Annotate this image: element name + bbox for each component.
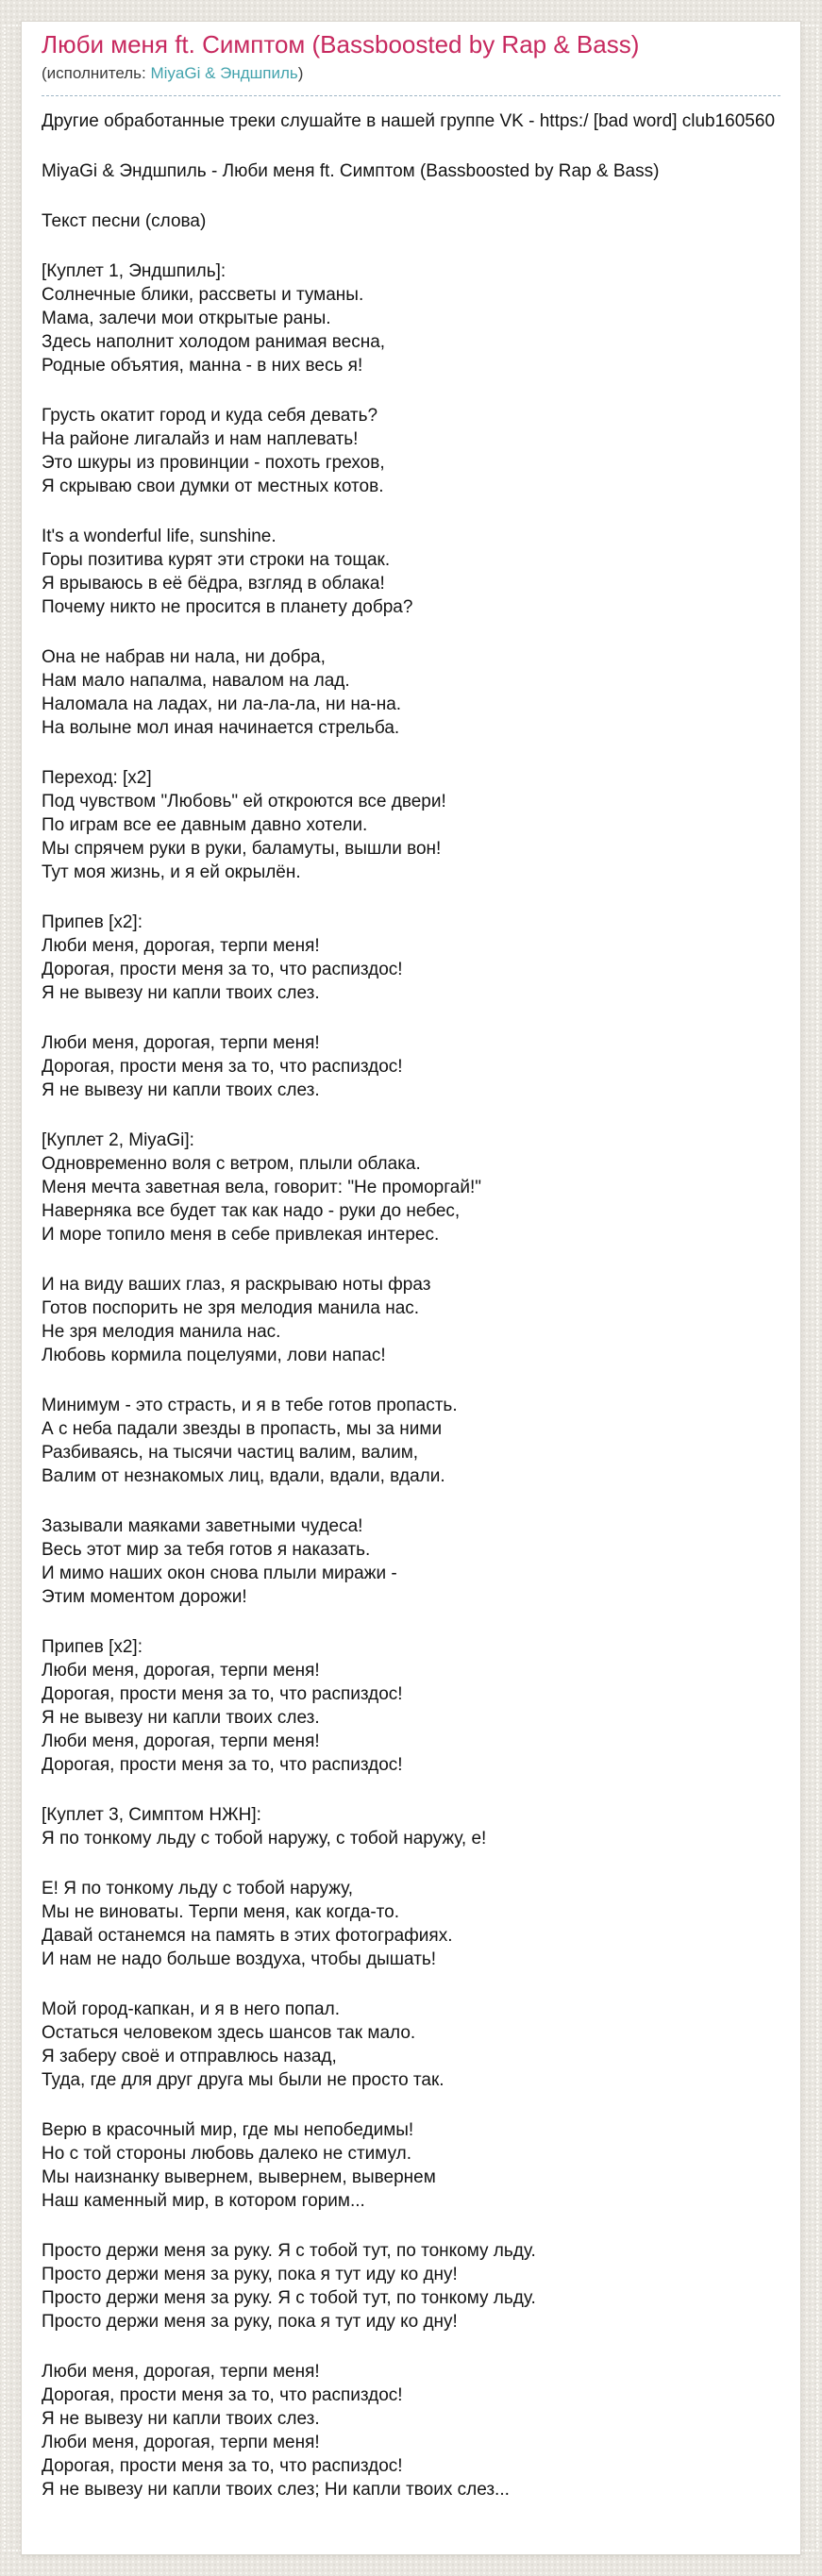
stanza: Текст песни (слова) xyxy=(42,211,207,231)
song-header xyxy=(42,29,780,96)
page-title: Люби меня ft. Симптом (Bassboosted by Rap & Bass) xyxy=(42,30,640,59)
vk-promo-note: Другие обработанные треки слушайте в нашей группе VK - https:/ [bad word] club160560 xyxy=(42,111,776,131)
stanza: Зазывали маяками заветными чудеса! Весь этот мир за тебя готов я наказать. И мимо наших окон снова плыли миражи - Этим моментом дорожи! xyxy=(42,1516,397,1607)
song-body xyxy=(42,109,780,2501)
stanza: Припев [x2]: Люби меня, дорогая, терпи меня! Дорогая, прости меня за то, что распиздос! Я не вывезу ни капли твоих слез. xyxy=(42,912,403,1003)
stanza: Люби меня, дорогая, терпи меня! Дорогая, прости меня за то, что распиздос! Я не вывезу ни капли твоих слез. xyxy=(42,1033,403,1100)
stanza: Мой город-капкан, и я в него попал. Остаться человеком здесь шансов так мало. Я заберу своё и отправлюсь назад, Туда, где для друг друга мы были не просто так. xyxy=(42,1999,445,2090)
stanza: Просто держи меня за руку. Я с тобой тут, по тонкому льду. Просто держи меня за руку, пока я тут иду ко дну! Просто держи меня за руку. Я с тобой тут, по тонкому льду. Просто держи меня за руку, пока я тут иду ко дну! xyxy=(42,2241,536,2332)
lyrics-text xyxy=(42,159,780,2501)
stanza: Люби меня, дорогая, терпи меня! Дорогая, прости меня за то, что распиздос! Я не вывезу ни капли твоих слез. Люби меня, дорогая, терпи меня! Дорогая, прости меня за то, что распиздос! Я не вывезу ни капли твоих слез; Ни капли твоих слез... xyxy=(42,2362,510,2500)
stanza: Она не набрав ни нала, ни добра, Нам мало напалма, навалом на лад. Наломала на ладах, ни ла-ла-ла, ни на-на. На волыне мол иная начинается стрельба. xyxy=(42,647,402,738)
stanza: [Куплет 1, Эндшпиль]: Солнечные блики, рассветы и туманы. Мама, залечи мои открытые раны. Здесь наполнит холодом ранимая весна, Родные объятия, манна - в них весь я! xyxy=(42,261,386,376)
artist-link[interactable]: MiyaGi & Эндшпиль xyxy=(150,64,298,82)
stanza: It's a wonderful life, sunshine. Горы позитива курят эти строки на тощак. Я врываюсь в её бёдра, взгляд в облака! Почему никто не просится в планету добра? xyxy=(42,527,413,617)
stanza: [Куплет 2, MiyaGi]: Одновременно воля с ветром, плыли облака. Меня мечта заветная вела, говорит: "Не проморгай!" Наверняка все будет так как надо - руки до небес, И море топило меня в себе привлекая интерес. xyxy=(42,1130,481,1245)
stanza: MiyaGi & Эндшпиль - Люби меня ft. Симптом (Bassboosted by Rap & Bass) xyxy=(42,161,660,181)
stanza: [Куплет 3, Симптом НЖН]: Я по тонкому льду с тобой наружу, с тобой наружу, е! xyxy=(42,1805,487,1848)
stanza: Е! Я по тонкому льду с тобой наружу, Мы не виноваты. Терпи меня, как когда-то. Давай останемся на память в этих фотографиях. И нам не надо больше воздуха, чтобы дышать! xyxy=(42,1879,453,1969)
stanza: Минимум - это страсть, и я в тебе готов пропасть. А с неба падали звезды в пропасть, мы за ними Разбиваясь, на тысячи частиц валим, валим, Валим от незнакомых лиц, вдали, вдали, вдали. xyxy=(42,1396,458,1486)
stanza: Припев [x2]: Люби меня, дорогая, терпи меня! Дорогая, прости меня за то, что распиздос! Я не вывезу ни капли твоих слез. Люби меня, дорогая, терпи меня! Дорогая, прости меня за то, что распиздос! xyxy=(42,1637,403,1775)
stanza: Грусть окатит город и куда себя девать? На районе лигалайз и нам наплевать! Это шкуры из провинции - похоть грехов, Я скрываю свои думки от местных котов. xyxy=(42,406,385,496)
artist-line xyxy=(42,63,780,84)
lyrics-card xyxy=(21,21,801,2555)
stanza: Переход: [x2] Под чувством "Любовь" ей откроются все двери! По играм все ее давным давно хотели. Мы спрячем руки в руки, баламуты, вышли вон! Тут моя жизнь, и я ей окрылён. xyxy=(42,768,446,882)
stanza: Верю в красочный мир, где мы непобедимы! Но с той стороны любовь далеко не стимул. Мы наизнанку вывернем, вывернем, вывернем Наш каменный мир, в котором горим... xyxy=(42,2120,436,2211)
artist-label-prefix: (исполнитель: xyxy=(42,64,151,82)
stanza: И на виду ваших глаз, я раскрываю ноты фраз Готов поспорить не зря мелодия манила нас. Не зря мелодия манила нас. Любовь кормила поцелуями, лови напас! xyxy=(42,1275,431,1365)
artist-label-suffix: ) xyxy=(297,64,304,82)
